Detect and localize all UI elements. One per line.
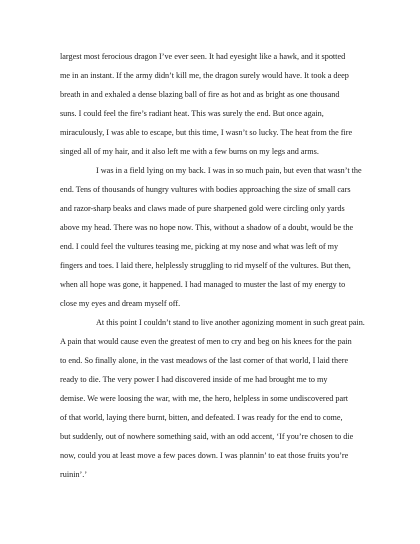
text-line: suns. I could feel the fire’s radiant heat. This was surely the end. But once again, [60,109,324,118]
text-line: largest most ferocious dragon I’ve ever seen. It had eyesight like a hawk, and it spotted [60,52,346,61]
text-line: ruinin’.’ [60,470,88,479]
text-line: singed all of my hair, and it also left me with a few burns on my legs and arms. [60,147,319,156]
text-line: miraculously, I was able to escape, but this time, I wasn’t so lucky. The heat from the fire [60,128,353,137]
paragraph [60,161,372,313]
text-line: A pain that would cause even the greatest of men to cry and beg on his knees for the pain [60,337,352,346]
paragraph [60,313,372,484]
text-line: end. Tens of thousands of hungry vultures with bodies approaching the size of small cars [60,185,351,194]
body-text [60,47,372,484]
text-line: of that world, laying there burnt, bitten, and defeated. I was ready for the end to come, [60,413,343,422]
text-line: but suddenly, out of nowhere something said, with an odd accent, ‘If you’re chosen to die [60,432,354,441]
text-line: breath in and exhaled a dense blazing ball of fire as hot and as bright as one thousand [60,90,340,99]
text-line: when all hope was gone, it happened. I had managed to muster the last of my energy to [60,280,346,289]
text-line: end. I could feel the vultures teasing me, picking at my nose and what was left of my [60,242,339,251]
text-line: At this point I couldn’t stand to live another agonizing moment in such great pain. [96,318,365,327]
text-line: now, could you at least move a few paces down. I was plannin’ to eat those fruits you’re [60,451,349,460]
text-line: demise. We were loosing the war, with me, the hero, helpless in some undiscovered part [60,394,349,403]
text-line: ready to die. The very power I had discovered inside of me had brought me to my [60,375,328,384]
text-line: me in an instant. If the army didn’t kill me, the dragon surely would have. It took a deep [60,71,349,80]
text-line: fingers and toes. I laid there, helplessly struggling to rid myself of the vultures. But then, [60,261,351,270]
paragraph [60,47,372,161]
text-line: to end. So finally alone, in the vast meadows of the last corner of that world, I laid there [60,356,349,365]
text-line: and razor-sharp beaks and claws made of pure sharpened gold were circling only yards [60,204,345,213]
text-line: above my head. There was no hope now. This, without a shadow of a doubt, would be the [60,223,354,232]
text-line: I was in a field lying on my back. I was in so much pain, but even that wasn’t the [96,166,362,175]
text-line: close my eyes and dream myself off. [60,299,181,308]
